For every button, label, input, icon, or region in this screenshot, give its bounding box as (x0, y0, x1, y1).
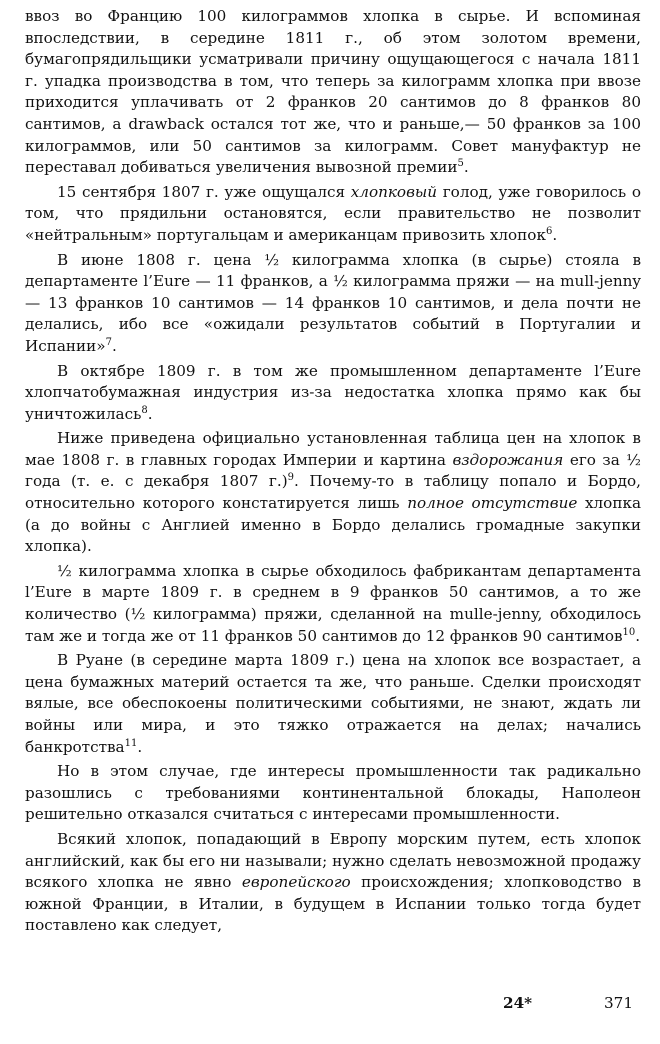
text-run: . (137, 737, 143, 756)
page-footer (0, 994, 660, 1018)
text-run: хлопка (а до войны с Англией именно в Бордо делались громадные закупки хлопка). (25, 494, 641, 556)
text-run: Всякий хлопок, попадающий в Европу морским путем, есть хлопок английский, как бы его ни называли; нужно сделать невозможной продажу всякого хлопка не явно (25, 829, 641, 892)
footnote-ref: 6 (545, 225, 553, 237)
italic-text: европейского (241, 873, 351, 892)
footnote-ref: 9 (287, 472, 295, 484)
text-run: его за ½ года (т. е. с декабря 1807 г.) (25, 450, 641, 491)
paragraph (25, 182, 641, 247)
text-run: В октябре 1809 г. в том же промышленном департаменте l’Eure хлопчатобумажная индустрия из-за недостатка хлопка прямо как бы уничтожилась (25, 361, 641, 423)
text-run: . (111, 336, 117, 355)
text-run: ½ килограмма хлопка в сырье обходилось фабрикантам департамента l’Eure в марте 1809 г. в среднем в 9 франков 50 сантимов, а то же количество (½ килограмма) пряжи, сделанной на mulle-jenny, обходилось там же и тогда же от 11 франков 50 сантимов до 12 франков 90 сантимов (25, 561, 641, 645)
footnote-ref: 7 (105, 336, 112, 348)
paragraph (25, 361, 641, 426)
italic-text: вздорожания (452, 450, 564, 469)
text-run: В июне 1808 г. цена ½ килограмма хлопка (в сырье) стояла в департаменте l’Eure — 11 франков, а ½ килограмма пряжи — на mull-jenny — 13 франков 10 сантимов — 14 франков 10 сантимов, и дела почти не делались, ибо все «ожидали результатов событий в Португалии и Испании» (25, 250, 641, 355)
paragraph (25, 250, 641, 358)
text-run: . (635, 626, 641, 645)
text-run: . Почему-то в таблицу попало и Бордо, относительно которого констатируется лишь (25, 472, 641, 513)
page-number: 371 (604, 994, 633, 1012)
text-run: . (463, 158, 469, 177)
footnote-ref: 11 (124, 737, 138, 749)
text-run: происхождения; хлопководство в южной Франции, в Италии, в будущем в Испании только тогда будет поставлено как следует, (25, 873, 641, 935)
signature-mark: 24* (503, 994, 533, 1012)
text-run: 15 сентября 1807 г. уже ощущался (57, 182, 351, 201)
text-run: В Руане (в середине марта 1809 г.) цена на хлопок все возрастает, а цена бумажных материй остается та же, что раньше. Сделки происходят вялые, все обеспокоены политическими событиями, не знают, ждать ли войны или мира, и это тяжко отражается на делах; начались банкротства (25, 651, 641, 756)
text-run: . (147, 404, 153, 423)
paragraph (25, 829, 641, 937)
paragraph (25, 6, 641, 179)
text-run: Ниже приведена официально установленная таблица цен на хлопок в мае 1808 г. в главных городах Империи и картина (25, 429, 641, 469)
paragraph (25, 761, 641, 826)
text-run: ввоз во Францию 100 килограммов хлопка в сырье. И вспоминая впоследствии, в середине 1811 г., об этом золотом времени, бумагопрядильщики усматривали причину ощущающегося с начала 1811 г. упадка производства в том, что теперь за килограмм хлопка при ввозе приходится уплачивать от 2 франков 20 сантимов до 8 франков 80 сантимов, а drawback остался тот же, что и раньше,— 50 франков за 100 килограммов, или 50 сантимов за килограмм. Совет мануфактур не переставал добиваться увеличения вывозной премии (25, 7, 641, 177)
text-run: . (552, 225, 558, 244)
paragraph (25, 650, 641, 758)
text-run: голод, уже говорилось о том, что прядильни остановятся, если правительство не позволит «нейтральным» португальцам и американцам привозить хлопок (25, 182, 641, 244)
footnote-ref: 10 (622, 626, 636, 638)
footnote-ref: 5 (457, 158, 464, 170)
paragraph (25, 561, 641, 647)
text-run: Но в этом случае, где интересы промышленности так радикально разошлись с требованиями континентальной блокады, Наполеон решительно отказался считаться с интересами промышленности. (25, 762, 641, 824)
italic-text: полное отсутствие (407, 494, 578, 513)
paragraph (25, 428, 641, 558)
italic-text: хлопковый (350, 182, 438, 201)
page-body (25, 6, 641, 937)
footnote-ref: 8 (141, 404, 148, 416)
